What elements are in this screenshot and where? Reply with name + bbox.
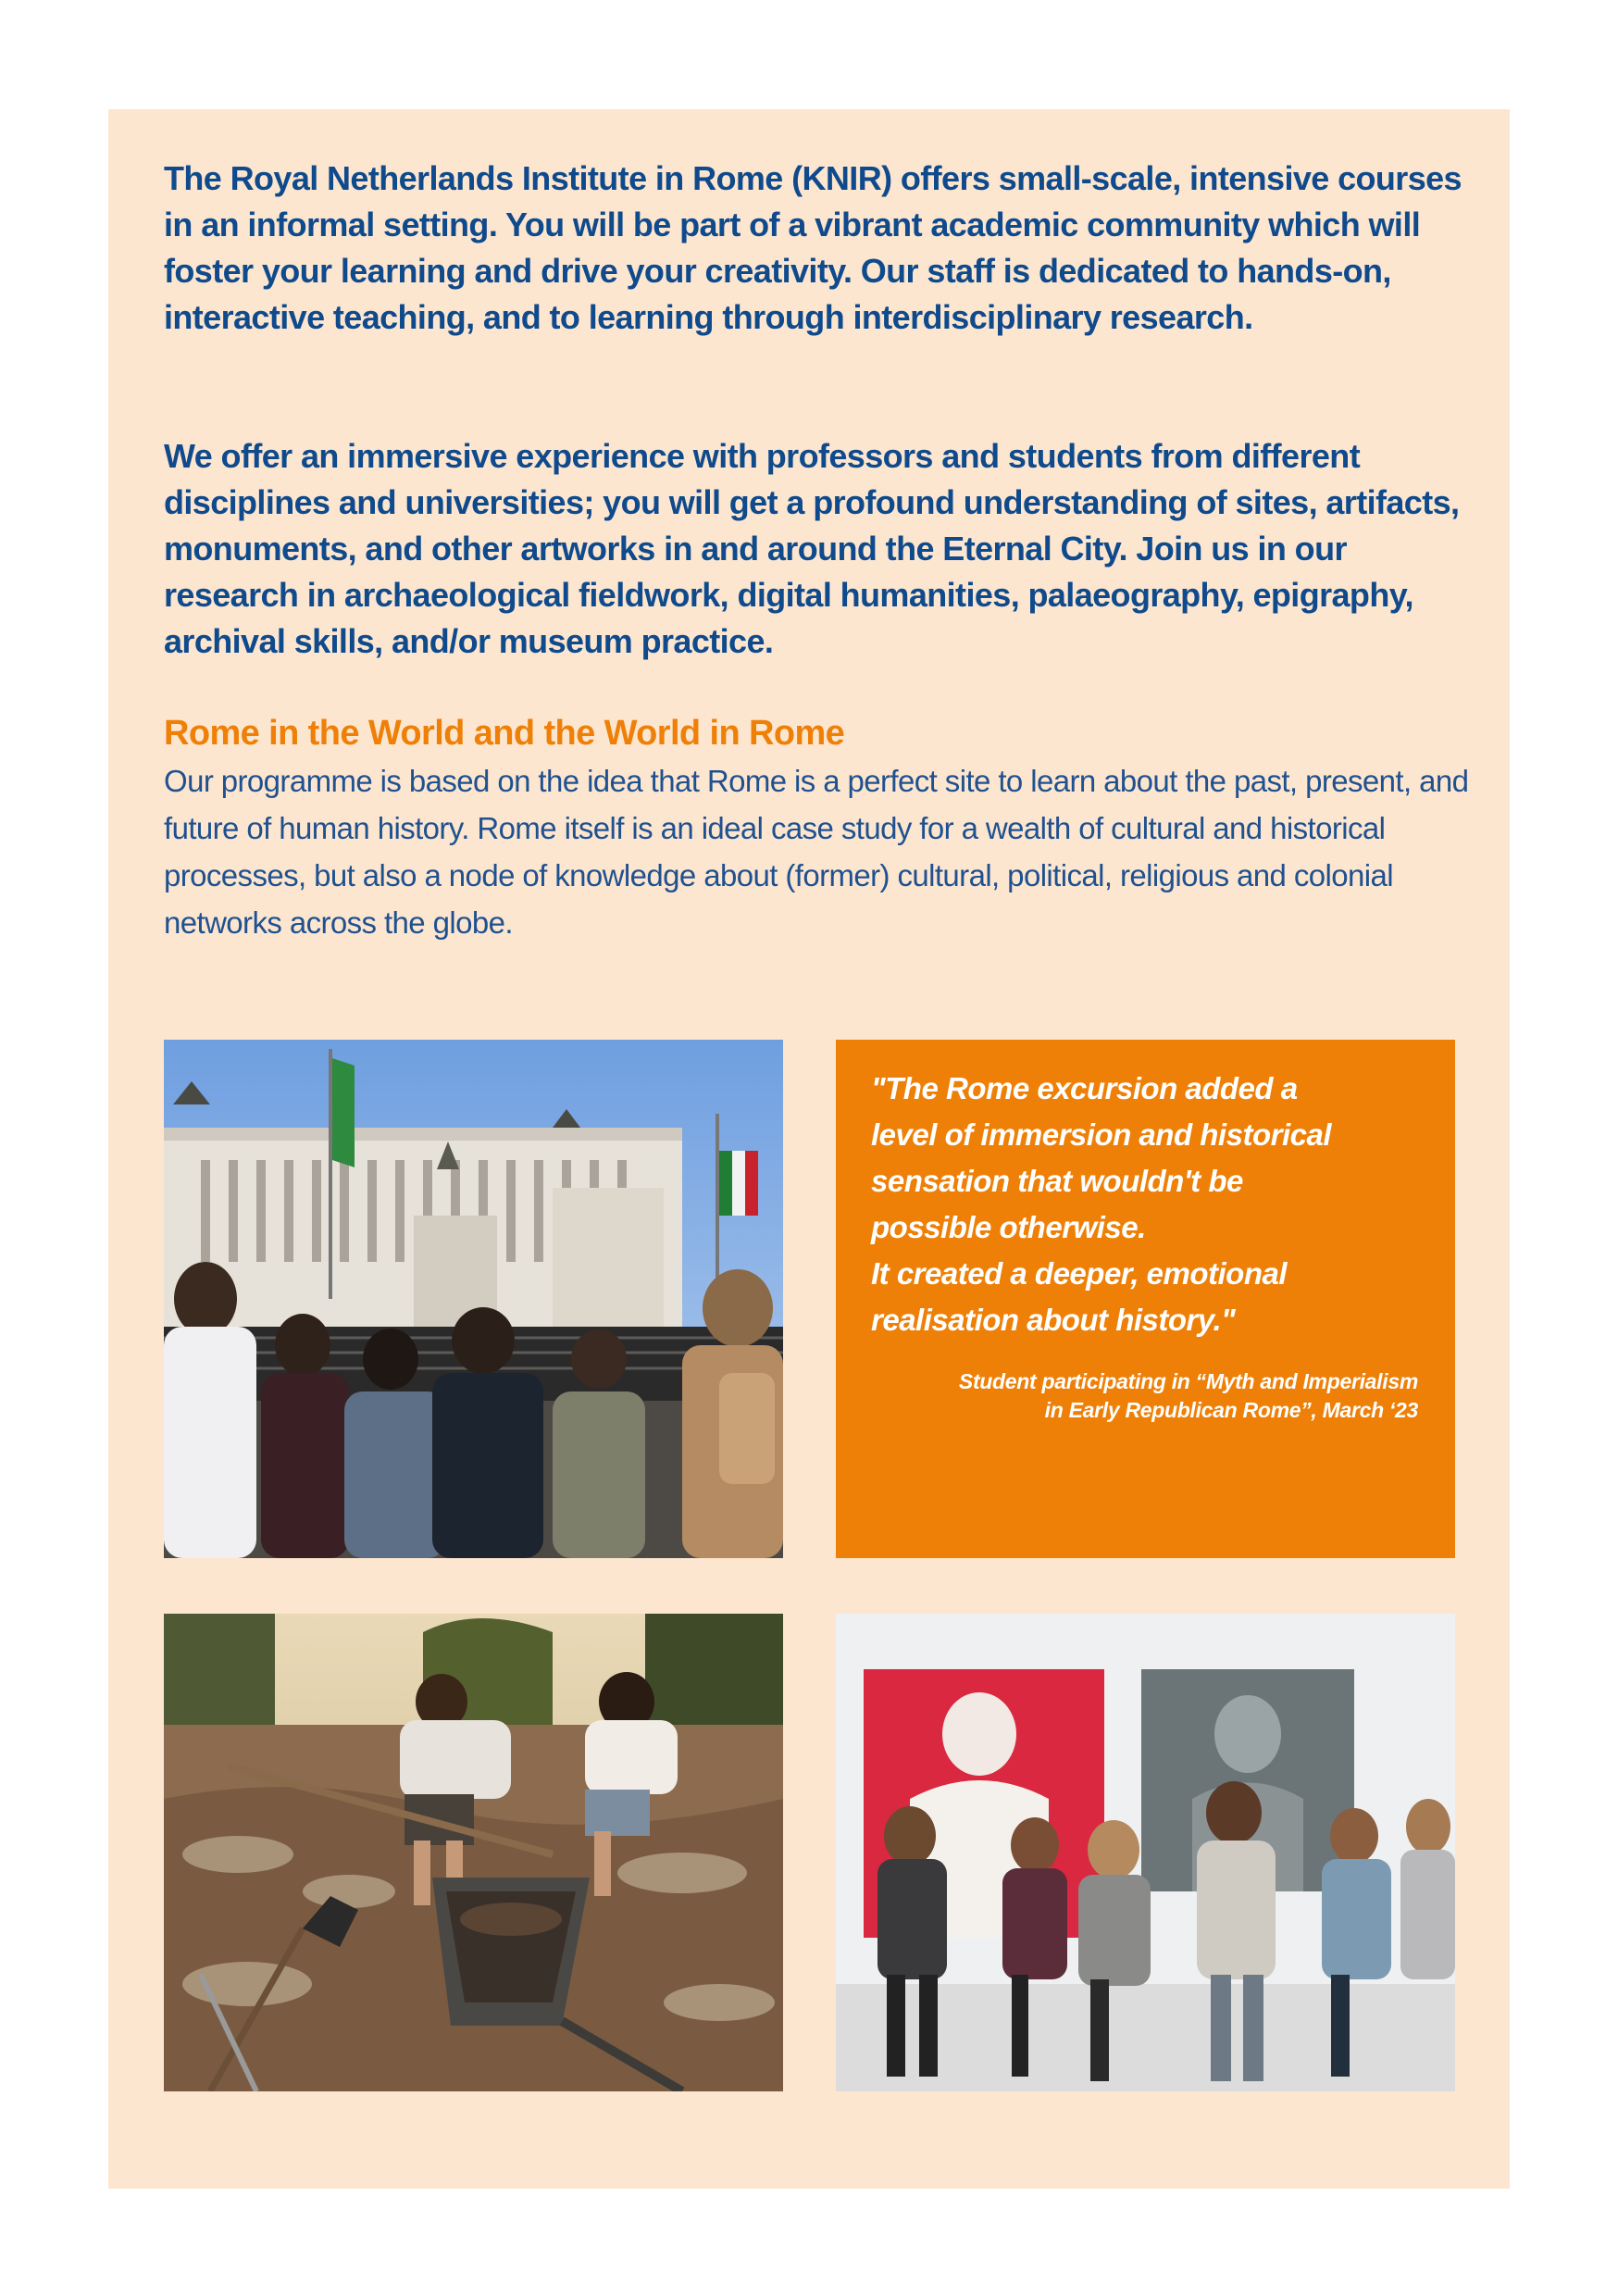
quote-line: "The Rome excursion added a — [871, 1071, 1298, 1105]
attribution-line: in Early Republican Rome”, March ‘23 — [1044, 1398, 1418, 1422]
testimonial-box — [836, 1040, 1455, 1558]
section-body: Our programme is based on the idea that Rome is a perfect site to learn about the past, present, and future of human history. Rome itself is an ideal case study for a wealth of cultural and historical processes, but also a node of knowledge about (former) cultural, political, religious and colonial networks across the globe. — [164, 764, 1469, 940]
excavation-photo — [164, 1614, 783, 2091]
quote-line: It created a deeper, emotional — [871, 1256, 1287, 1291]
monument-students-photo — [164, 1040, 783, 1558]
intro-paragraph-1: The Royal Netherlands Institute in Rome (KNIR) offers small-scale, intensive courses in an informal setting. You will be part of a vibrant academic community which will foster your learning and drive your creativity. Our staff is dedicated to hands-on, interactive teaching, and to learning through interdisciplinary research. — [164, 159, 1462, 336]
museum-visit-photo — [836, 1614, 1455, 2091]
intro-paragraph-2: We offer an immersive experience with professors and students from different disciplines and universities; you will get a profound understanding of sites, artifacts, monuments, and other artworks in and around the Eternal City. Join us in our research in archaeological fieldwork, digital humanities, palaeography, epigraphy, archival skills, and/or museum practice. — [164, 437, 1460, 660]
quote-line: realisation about history." — [871, 1303, 1236, 1337]
quote-line: level of immersion and historical — [871, 1117, 1331, 1152]
testimonial-quote — [871, 1066, 1418, 1343]
quote-line: possible otherwise. — [871, 1210, 1146, 1244]
quote-line: sensation that wouldn't be — [871, 1164, 1243, 1198]
section-heading: Rome in the World and the World in Rome — [164, 714, 845, 753]
attribution-line: Student participating in “Myth and Imperialism — [958, 1369, 1418, 1393]
testimonial-attribution — [871, 1367, 1418, 1425]
